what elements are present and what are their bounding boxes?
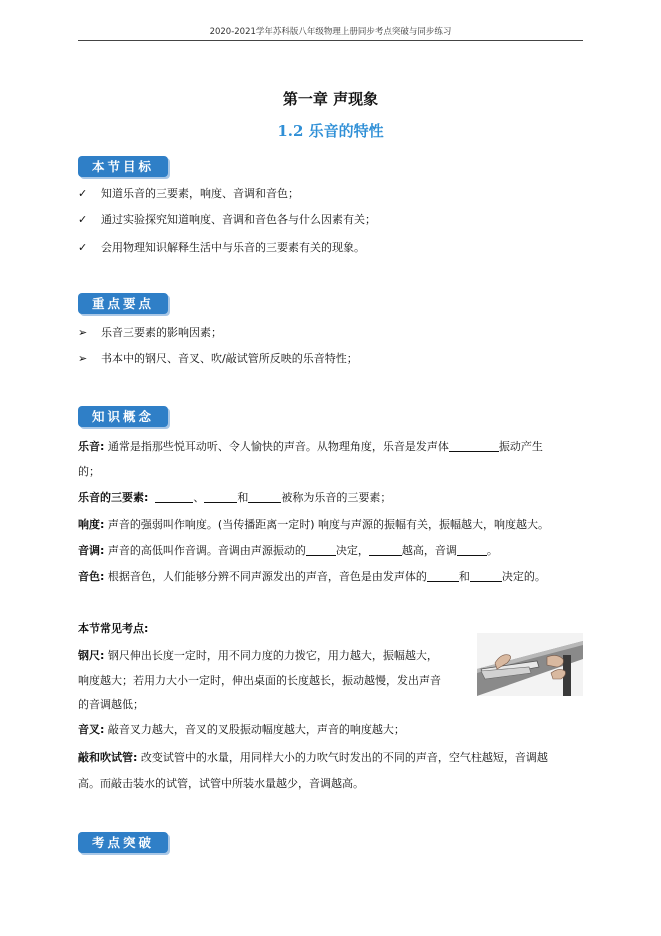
arrow-bullet-icon: ➢: [78, 352, 88, 365]
term-yindiao: 音调: [78, 544, 100, 557]
term-yincha: 音叉: [78, 723, 100, 736]
gangchi-text: 钢尺伸出长度一定时，用不同力度的力拨它，用力越大，振幅越大，: [104, 649, 438, 662]
term-gangchi: 钢尺: [78, 649, 100, 662]
term-colon: :: [100, 518, 105, 531]
fill-blank[interactable]: [457, 544, 487, 556]
fill-blank[interactable]: [470, 570, 502, 582]
gangchi-text: 响度越大；若用力大小一定时，伸出桌面的长度越长，振动越慢，发出声音: [78, 674, 441, 687]
goal-item: 知道乐音的三要素，响度、音调和音色；: [101, 187, 299, 200]
fill-blank[interactable]: [204, 491, 237, 503]
concept-text: 决定，: [335, 544, 369, 557]
fill-blank[interactable]: [449, 440, 499, 452]
gangchi-text: 的音调越低；: [78, 698, 144, 711]
term-colon: :: [133, 751, 138, 764]
concept-sanyaosu: [78, 490, 391, 506]
concept-text: 声音的强弱叫作响度。(当传播距离一定时) 响度与声源的振幅有关，振幅越大，响度越大。: [104, 518, 549, 531]
goals-badge: 本节目标: [78, 156, 168, 177]
fill-blank[interactable]: [155, 491, 193, 503]
goal-item: 会用物理知识解释生活中与乐音的三要素有关的现象。: [101, 241, 365, 254]
chapter-title: 第一章 声现象: [282, 90, 379, 108]
yincha-text: 敲音叉力越大，音叉的叉股振动幅度越大，声音的响度越大；: [104, 723, 405, 736]
term-xiangdu: 响度: [78, 518, 100, 531]
concept-text: 、: [193, 491, 205, 504]
shiguan-line: [78, 750, 548, 766]
term-colon: :: [100, 544, 105, 557]
concept-text: 根据音色，人们能够分辨不同声源发出的声音，音色是由发声体的: [104, 570, 427, 583]
concept-yinse: [78, 569, 546, 585]
arrow-bullet-icon: ➢: [78, 326, 88, 339]
fill-blank[interactable]: [427, 570, 459, 582]
term-yinse: 音色: [78, 570, 100, 583]
term-colon: :: [100, 440, 105, 453]
concept-text: 决定的。: [501, 570, 546, 583]
concept-text: 的；: [78, 465, 100, 478]
running-header: 2020-2021学年苏科版八年级物理上册同步考点突破与同步练习: [209, 27, 452, 37]
concept-text: 和: [237, 491, 249, 504]
concept-yindiao: [78, 543, 498, 559]
term-shiguan: 敲和吹试管: [78, 751, 133, 764]
concept-text: 通常是指那些悦耳动听、令人愉快的声音。从物理角度，乐音是发声体: [104, 440, 449, 453]
goal-item: 通过实验探究知道响度、音调和音色各与什么因素有关；: [101, 213, 376, 226]
term-colon: :: [100, 723, 105, 736]
shiguan-text: 高。而敲击装水的试管，试管中所装水量越少，音调越高。: [78, 777, 364, 790]
concepts-badge: 知识概念: [78, 406, 168, 427]
concept-text: 越高，音调: [401, 544, 457, 557]
shiguan-text: 改变试管中的水量，用同样大小的力吹气时发出的不同的声音，空气柱越短，音调越: [137, 751, 548, 764]
header-rule: [78, 40, 583, 41]
term-colon: :: [100, 570, 105, 583]
section-title: 1.2 乐音的特性: [277, 122, 384, 140]
yincha-line: [78, 722, 405, 738]
concept-text: 声音的高低叫作音调。音调由声源振动的: [104, 544, 306, 557]
breakthrough-badge: 考点突破: [78, 832, 168, 853]
concept-text: 被称为乐音的三要素；: [281, 491, 392, 504]
check-icon: ✓: [78, 213, 88, 226]
keypoint-item: 书本中的钢尺、音叉、吹/敲试管所反映的乐音特性；: [101, 352, 358, 365]
concept-xiangdu: [78, 517, 549, 533]
fill-blank[interactable]: [306, 544, 336, 556]
common-heading: 本节常见考点:: [78, 622, 149, 635]
concept-text: 。: [486, 544, 498, 557]
keypoints-badge: 重点要点: [78, 293, 168, 314]
concept-yueyin: [78, 439, 543, 455]
keypoint-item: 乐音三要素的影响因素；: [101, 326, 222, 339]
term-sanyaosu: 乐音的三要素: [78, 491, 144, 504]
check-icon: ✓: [78, 241, 88, 254]
gangchi-line: [78, 648, 438, 664]
concept-text: 振动产生: [498, 440, 543, 453]
fill-blank[interactable]: [248, 491, 281, 503]
term-colon: :: [144, 491, 149, 504]
fill-blank[interactable]: [369, 544, 402, 556]
term-colon: :: [100, 649, 105, 662]
check-icon: ✓: [78, 187, 88, 200]
concept-text: 和: [458, 570, 470, 583]
term-yueyin: 乐音: [78, 440, 100, 453]
steel-ruler-photo: [477, 633, 583, 696]
